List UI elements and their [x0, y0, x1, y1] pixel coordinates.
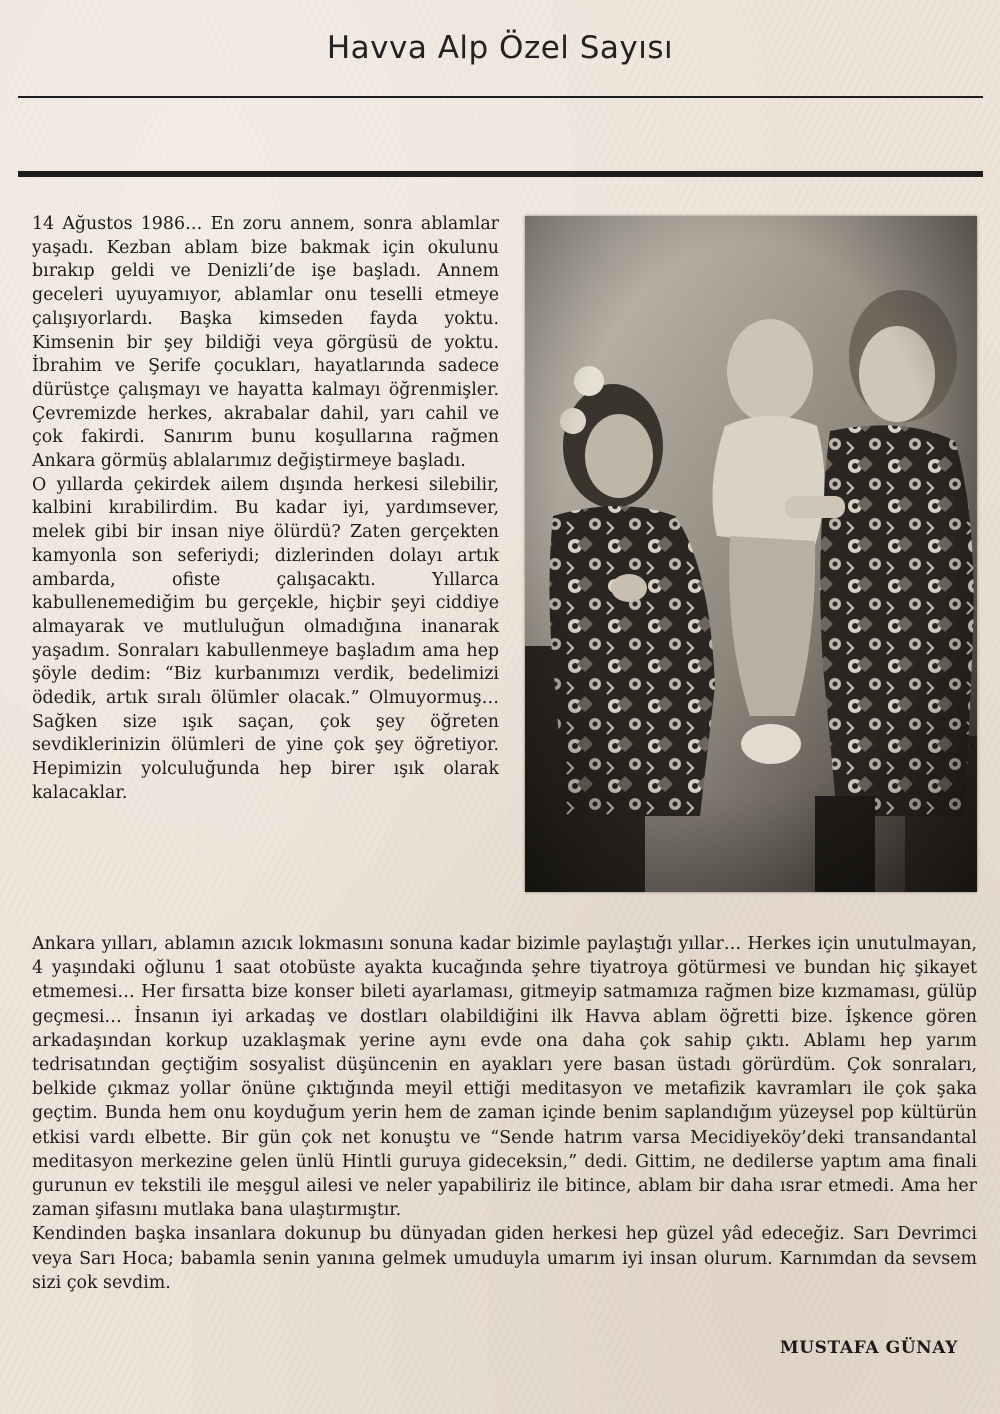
paragraph-3: Ankara yılları, ablamın azıcık lokmasını sonuna kadar bizimle paylaştığı yıllar… Herkes için unutulmayan, 4 yaşındaki oğlunu 1 saat otobüste ayakta kucağında şehre tiyatroya götürmesi ve bundan hiç şikayet etmemesi… Her fırsatta bize konser bileti ayarlaması, gitmeyip satmamıza rağmen bize kızmaması, gülüp geçmesi… İnsanın iyi arkadaş ve dostları olabildiğini ilk Havva ablam öğretti bize. İşkence gören arkadaşından korkup uzaklaşmak yerine aynı evde ona daha çok sahip çıktı. Ablamı hep yarım tedrisatından geçtiğim sosyalist düşüncenin en ayakları yere basan üstadı görürdüm. Çok sonraları, belkide çıkmaz yollar önüne çıktığında meyil ettiği meditasyon ve metafizik kavramları ile çok şaka geçtim. Bunda hem onu koyduğum yerin hem de zaman içinde benim saplandığım yüzeysel pop kültürün etkisi vardı elbette. Bir gün çok net konuştu ve “Sende hatrım varsa Mecidiyeköy’deki transandantal meditasyon merkezine gelen ünlü Hintli guruya gideceksin,” dedi. Gittim, ne dedilerse yaptım ama finali gurunun ev tekstili ile meşgul ailesi ve neler yapabiliriz ile bitince, ablam bir daha ısrar etmedi. Ama her zaman şifasını mutlaka bana ulaştırmıştır.: [32, 934, 977, 1221]
header-rule-thick: [18, 171, 983, 177]
paragraph-2: O yıllarda çekirdek ailem dışında herkesi silebilir, kalbini kırabilirdim. Bu kadar iyi, yardımsever, melek gibi bir insan niye ölürdü? Zaten gerçekten kamyonla son seferiydi; dizlerinden dolayı artık ambarda, ofiste çalışacaktı. Yıllarca kabullenemediğim bu gerçekle, hiçbir şeyi ciddiye almayarak ve mutluluğun olmadığına inanarak yaşadım. Sonraları kabullenmeye başladım ama hep şöyle dedim: “Biz kurbanımızı verdik, bedelimizi ödedik, artık sıralı ölümler olacak.” Olmuyormuş… Sağken size ışık saçan, çok şey öğreten sevdiklerinizin ölümleri de yine çok şey öğretiyor. Hepimizin yolculuğunda hep birer ışık olarak kalacaklar.: [32, 474, 499, 803]
family-photo: [525, 216, 977, 892]
paragraph-1: 14 Ağustos 1986… En zoru annem, sonra ablamlar yaşadı. Kezban ablam bize bakmak için okulunu bırakıp geldi ve Denizli’de işe başladı. Annem geceleri uyuyamıyor, ablamlar onu teselli etmeye çalışıyorlardı. Başka kimseden fayda yoktu. Kimsenin bir şey bildiği veya görgüsü de yoktu. İbrahim ve Şerife çocukları, hayatlarında sadece dürüstçe çalışmayı ve hayatta kalmayı öğrenmişler. Çevremizde herkes, akrabalar dahil, yarı cahil ve çok fakirdi. Sanırım bunu koşullarına rağmen Ankara görmüş ablalarımız değiştirmeye başladı.: [32, 214, 499, 472]
paragraph-4: Kendinden başka insanlara dokunup bu dünyadan giden herkesi hep güzel yâd edeceğiz. Sarı Devrimci veya Sarı Hoca; babamla senin yanına gelmek umuduyla umarım iyi insan olurum. Karnımdan da sevsem sizi çok sevdim.: [32, 1224, 977, 1293]
magazine-issue-title: Havva Alp Özel Sayısı: [326, 30, 674, 66]
header-rule-thin: [18, 96, 983, 98]
author-signature: MUSTAFA GÜNAY: [779, 1338, 958, 1358]
left-column-text: [32, 213, 499, 806]
full-width-text: [32, 932, 977, 1295]
family-photo-illustration: [525, 216, 977, 892]
